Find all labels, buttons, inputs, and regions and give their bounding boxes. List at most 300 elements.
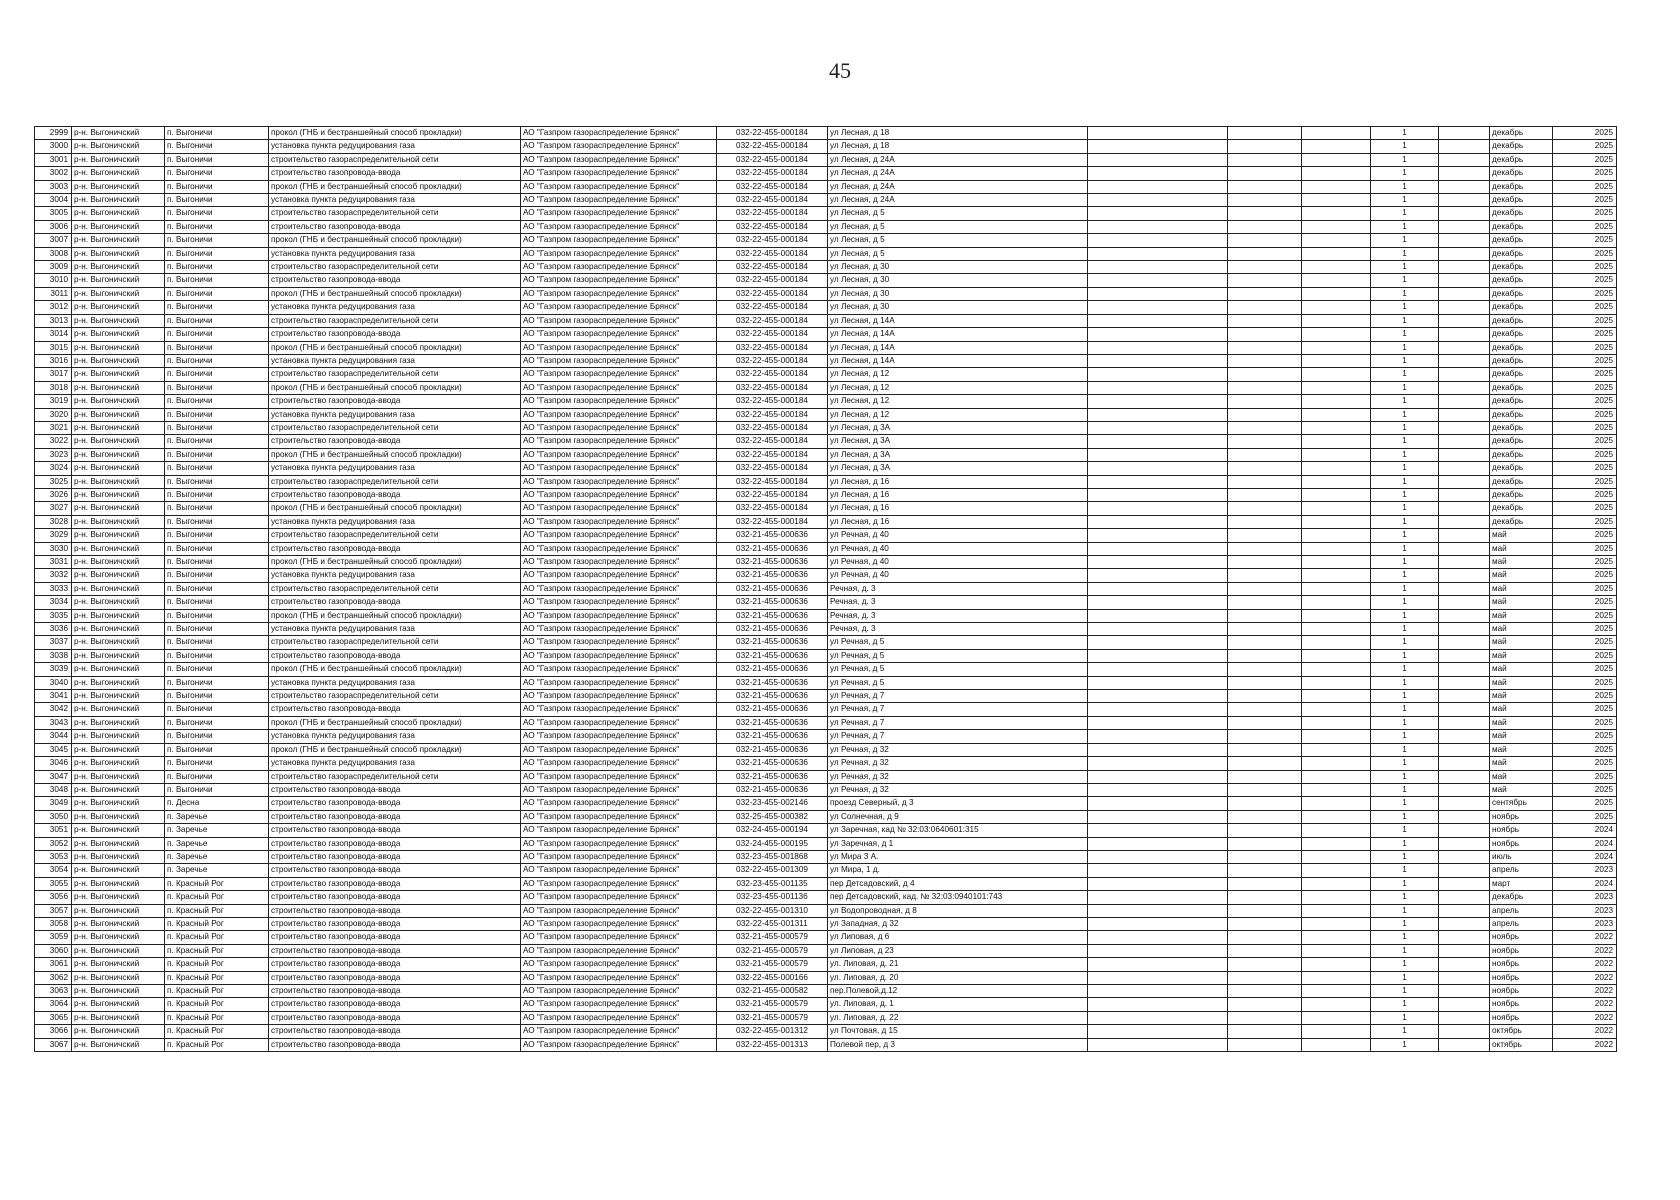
registry-number-cell: 032-22-455-000184: [717, 140, 828, 153]
district-cell: р-н. Выгоничский: [72, 140, 165, 153]
work-type-cell: строительство газопровода-ввода: [269, 167, 521, 180]
row-number: 3030: [35, 542, 72, 555]
month-cell: декабрь: [1490, 891, 1553, 904]
table-row: [35, 354, 1617, 367]
row-number: 3012: [35, 301, 72, 314]
row-number: 3060: [35, 944, 72, 957]
organization-cell: АО "Газпром газораспределение Брянск": [521, 180, 717, 193]
year-cell: 2024: [1553, 837, 1617, 850]
work-type-cell: строительство газораспределительной сети: [269, 368, 521, 381]
registry-number-cell: 032-22-455-000184: [717, 153, 828, 166]
row-number: 3066: [35, 1025, 72, 1038]
row-number: 3013: [35, 314, 72, 327]
work-type-cell: строительство газопровода-ввода: [269, 824, 521, 837]
row-number: 3004: [35, 194, 72, 207]
empty-cell: [1228, 864, 1302, 877]
district-cell: р-н. Выгоничский: [72, 247, 165, 260]
work-type-cell: прокол (ГНБ и бестраншейный способ прокладки): [269, 556, 521, 569]
organization-cell: АО "Газпром газораспределение Брянск": [521, 971, 717, 984]
registry-number-cell: 032-21-455-000636: [717, 582, 828, 595]
table-row: [35, 676, 1617, 689]
empty-cell: [1228, 314, 1302, 327]
work-type-cell: строительство газораспределительной сети: [269, 475, 521, 488]
empty-cell: [1228, 408, 1302, 421]
table-row: [35, 448, 1617, 461]
row-number: 3052: [35, 837, 72, 850]
address-cell: ул Лесная, д 14А: [828, 341, 1088, 354]
work-type-cell: строительство газопровода-ввода: [269, 864, 521, 877]
empty-cell: [1228, 971, 1302, 984]
empty-cell: [1088, 1011, 1228, 1024]
empty-cell: [1439, 408, 1490, 421]
row-number: 3054: [35, 864, 72, 877]
row-number: 3037: [35, 636, 72, 649]
empty-cell: [1088, 180, 1228, 193]
address-cell: ул Речная, д 5: [828, 676, 1088, 689]
year-cell: 2025: [1553, 220, 1617, 233]
registry-number-cell: 032-22-455-000184: [717, 475, 828, 488]
address-cell: ул Речная, д 32: [828, 770, 1088, 783]
month-cell: май: [1490, 542, 1553, 555]
address-cell: Речная, д. 3: [828, 609, 1088, 622]
address-cell: пер Детсадовский, кад. № 32:03:0940101:743: [828, 891, 1088, 904]
quantity-cell: 1: [1371, 810, 1439, 823]
empty-cell: [1302, 931, 1371, 944]
district-cell: р-н. Выгоничский: [72, 1011, 165, 1024]
empty-cell: [1228, 529, 1302, 542]
work-type-cell: строительство газопровода-ввода: [269, 274, 521, 287]
work-type-cell: строительство газопровода-ввода: [269, 542, 521, 555]
work-type-cell: строительство газопровода-ввода: [269, 1025, 521, 1038]
address-cell: Речная, д. 3: [828, 582, 1088, 595]
work-type-cell: строительство газопровода-ввода: [269, 944, 521, 957]
settlement-cell: п. Заречье: [165, 824, 269, 837]
row-number: 3063: [35, 985, 72, 998]
month-cell: декабрь: [1490, 475, 1553, 488]
empty-cell: [1228, 488, 1302, 501]
month-cell: май: [1490, 569, 1553, 582]
month-cell: декабрь: [1490, 274, 1553, 287]
address-cell: ул Мира 3 А.: [828, 850, 1088, 863]
month-cell: май: [1490, 716, 1553, 729]
month-cell: май: [1490, 690, 1553, 703]
quantity-cell: 1: [1371, 958, 1439, 971]
empty-cell: [1228, 931, 1302, 944]
address-cell: ул Речная, д 40: [828, 529, 1088, 542]
month-cell: апрель: [1490, 904, 1553, 917]
organization-cell: АО "Газпром газораспределение Брянск": [521, 1025, 717, 1038]
district-cell: р-н. Выгоничский: [72, 368, 165, 381]
empty-cell: [1302, 757, 1371, 770]
empty-cell: [1088, 797, 1228, 810]
address-cell: ул Лесная, д 14А: [828, 354, 1088, 367]
organization-cell: АО "Газпром газораспределение Брянск": [521, 301, 717, 314]
empty-cell: [1439, 690, 1490, 703]
empty-cell: [1088, 488, 1228, 501]
month-cell: декабрь: [1490, 247, 1553, 260]
table-row: [35, 274, 1617, 287]
address-cell: ул Лесная, д 3А: [828, 448, 1088, 461]
settlement-cell: п. Выгоничи: [165, 220, 269, 233]
month-cell: май: [1490, 770, 1553, 783]
registry-number-cell: 032-22-455-000184: [717, 368, 828, 381]
registry-number-cell: 032-21-455-000636: [717, 569, 828, 582]
work-type-cell: строительство газопровода-ввода: [269, 703, 521, 716]
address-cell: ул. Липовая, д. 20: [828, 971, 1088, 984]
quantity-cell: 1: [1371, 475, 1439, 488]
row-number: 3006: [35, 220, 72, 233]
district-cell: р-н. Выгоничский: [72, 220, 165, 233]
month-cell: май: [1490, 649, 1553, 662]
registry-number-cell: 032-22-455-000184: [717, 462, 828, 475]
empty-cell: [1228, 1038, 1302, 1051]
quantity-cell: 1: [1371, 609, 1439, 622]
year-cell: 2025: [1553, 127, 1617, 140]
organization-cell: АО "Газпром газораспределение Брянск": [521, 623, 717, 636]
year-cell: 2023: [1553, 864, 1617, 877]
table-row: [35, 207, 1617, 220]
row-number: 3005: [35, 207, 72, 220]
registry-number-cell: 032-23-455-002146: [717, 797, 828, 810]
year-cell: 2025: [1553, 234, 1617, 247]
empty-cell: [1088, 515, 1228, 528]
district-cell: р-н. Выгоничский: [72, 663, 165, 676]
address-cell: ул. Липовая, д. 22: [828, 1011, 1088, 1024]
district-cell: р-н. Выгоничский: [72, 850, 165, 863]
month-cell: май: [1490, 757, 1553, 770]
empty-cell: [1088, 127, 1228, 140]
quantity-cell: 1: [1371, 207, 1439, 220]
district-cell: р-н. Выгоничский: [72, 556, 165, 569]
table-row: [35, 743, 1617, 756]
organization-cell: АО "Газпром газораспределение Брянск": [521, 985, 717, 998]
empty-cell: [1439, 220, 1490, 233]
settlement-cell: п. Выгоничи: [165, 569, 269, 582]
quantity-cell: 1: [1371, 381, 1439, 394]
settlement-cell: п. Заречье: [165, 837, 269, 850]
table-row: [35, 730, 1617, 743]
organization-cell: АО "Газпром газораспределение Брянск": [521, 462, 717, 475]
district-cell: р-н. Выгоничский: [72, 730, 165, 743]
settlement-cell: п. Красный Рог: [165, 931, 269, 944]
empty-cell: [1228, 127, 1302, 140]
year-cell: 2025: [1553, 435, 1617, 448]
empty-cell: [1302, 556, 1371, 569]
empty-cell: [1439, 649, 1490, 662]
empty-cell: [1228, 328, 1302, 341]
empty-cell: [1302, 194, 1371, 207]
settlement-cell: п. Выгоничи: [165, 408, 269, 421]
month-cell: ноябрь: [1490, 998, 1553, 1011]
organization-cell: АО "Газпром газораспределение Брянск": [521, 931, 717, 944]
registry-number-cell: 032-22-455-000184: [717, 167, 828, 180]
empty-cell: [1088, 891, 1228, 904]
settlement-cell: п. Выгоничи: [165, 314, 269, 327]
empty-cell: [1228, 770, 1302, 783]
empty-cell: [1228, 207, 1302, 220]
table-row: [35, 850, 1617, 863]
empty-cell: [1439, 368, 1490, 381]
table-row: [35, 904, 1617, 917]
row-number: 3023: [35, 448, 72, 461]
month-cell: декабрь: [1490, 328, 1553, 341]
address-cell: ул Мира, 1 д.: [828, 864, 1088, 877]
empty-cell: [1439, 770, 1490, 783]
year-cell: 2025: [1553, 368, 1617, 381]
empty-cell: [1439, 676, 1490, 689]
table-row: [35, 649, 1617, 662]
empty-cell: [1302, 153, 1371, 166]
registry-number-cell: 032-22-455-000184: [717, 395, 828, 408]
empty-cell: [1088, 824, 1228, 837]
year-cell: 2025: [1553, 690, 1617, 703]
address-cell: пер.Полевой,д.12: [828, 985, 1088, 998]
empty-cell: [1439, 234, 1490, 247]
quantity-cell: 1: [1371, 730, 1439, 743]
month-cell: май: [1490, 529, 1553, 542]
empty-cell: [1439, 703, 1490, 716]
row-number: 3061: [35, 958, 72, 971]
month-cell: декабрь: [1490, 234, 1553, 247]
settlement-cell: п. Выгоничи: [165, 127, 269, 140]
empty-cell: [1088, 475, 1228, 488]
empty-cell: [1302, 958, 1371, 971]
year-cell: 2025: [1553, 274, 1617, 287]
settlement-cell: п. Выгоничи: [165, 194, 269, 207]
month-cell: ноябрь: [1490, 824, 1553, 837]
empty-cell: [1439, 958, 1490, 971]
district-cell: р-н. Выгоничский: [72, 877, 165, 890]
empty-cell: [1439, 904, 1490, 917]
registry-number-cell: 032-23-455-001868: [717, 850, 828, 863]
empty-cell: [1088, 529, 1228, 542]
organization-cell: АО "Газпром газораспределение Брянск": [521, 448, 717, 461]
empty-cell: [1439, 435, 1490, 448]
month-cell: май: [1490, 556, 1553, 569]
empty-cell: [1302, 971, 1371, 984]
empty-cell: [1439, 354, 1490, 367]
quantity-cell: 1: [1371, 421, 1439, 434]
empty-cell: [1302, 850, 1371, 863]
month-cell: май: [1490, 663, 1553, 676]
table-row: [35, 931, 1617, 944]
quantity-cell: 1: [1371, 623, 1439, 636]
organization-cell: АО "Газпром газораспределение Брянск": [521, 810, 717, 823]
empty-cell: [1439, 837, 1490, 850]
quantity-cell: 1: [1371, 542, 1439, 555]
organization-cell: АО "Газпром газораспределение Брянск": [521, 207, 717, 220]
table-row: [35, 140, 1617, 153]
empty-cell: [1439, 314, 1490, 327]
row-number: 3067: [35, 1038, 72, 1051]
table-row: [35, 167, 1617, 180]
organization-cell: АО "Газпром газораспределение Брянск": [521, 314, 717, 327]
registry-number-cell: 032-21-455-000636: [717, 529, 828, 542]
empty-cell: [1228, 649, 1302, 662]
quantity-cell: 1: [1371, 904, 1439, 917]
month-cell: декабрь: [1490, 153, 1553, 166]
address-cell: ул Лесная, д 30: [828, 301, 1088, 314]
organization-cell: АО "Газпром газораспределение Брянск": [521, 395, 717, 408]
settlement-cell: п. Выгоничи: [165, 462, 269, 475]
settlement-cell: п. Выгоничи: [165, 730, 269, 743]
empty-cell: [1302, 127, 1371, 140]
empty-cell: [1439, 341, 1490, 354]
empty-cell: [1302, 770, 1371, 783]
district-cell: р-н. Выгоничский: [72, 944, 165, 957]
year-cell: 2023: [1553, 917, 1617, 930]
empty-cell: [1228, 395, 1302, 408]
row-number: 3028: [35, 515, 72, 528]
organization-cell: АО "Газпром газораспределение Брянск": [521, 127, 717, 140]
year-cell: 2025: [1553, 301, 1617, 314]
work-type-cell: строительство газопровода-ввода: [269, 1011, 521, 1024]
empty-cell: [1439, 515, 1490, 528]
district-cell: р-н. Выгоничский: [72, 314, 165, 327]
organization-cell: АО "Газпром газораспределение Брянск": [521, 408, 717, 421]
organization-cell: АО "Газпром газораспределение Брянск": [521, 435, 717, 448]
registry-number-cell: 032-23-455-001136: [717, 891, 828, 904]
empty-cell: [1439, 917, 1490, 930]
district-cell: р-н. Выгоничский: [72, 596, 165, 609]
empty-cell: [1439, 287, 1490, 300]
registry-number-cell: 032-22-455-000184: [717, 234, 828, 247]
empty-cell: [1228, 917, 1302, 930]
quantity-cell: 1: [1371, 502, 1439, 515]
registry-number-cell: 032-23-455-001135: [717, 877, 828, 890]
quantity-cell: 1: [1371, 663, 1439, 676]
empty-cell: [1088, 448, 1228, 461]
empty-cell: [1439, 261, 1490, 274]
empty-cell: [1302, 1038, 1371, 1051]
empty-cell: [1088, 944, 1228, 957]
empty-cell: [1302, 1025, 1371, 1038]
district-cell: р-н. Выгоничский: [72, 381, 165, 394]
empty-cell: [1228, 730, 1302, 743]
empty-cell: [1439, 757, 1490, 770]
empty-cell: [1228, 287, 1302, 300]
address-cell: ул Речная, д 40: [828, 556, 1088, 569]
row-number: 2999: [35, 127, 72, 140]
empty-cell: [1228, 837, 1302, 850]
district-cell: р-н. Выгоничский: [72, 341, 165, 354]
district-cell: р-н. Выгоничский: [72, 301, 165, 314]
settlement-cell: п. Выгоничи: [165, 770, 269, 783]
row-number: 3003: [35, 180, 72, 193]
empty-cell: [1088, 368, 1228, 381]
empty-cell: [1302, 381, 1371, 394]
empty-cell: [1088, 328, 1228, 341]
district-cell: р-н. Выгоничский: [72, 636, 165, 649]
table-row: [35, 1025, 1617, 1038]
empty-cell: [1439, 623, 1490, 636]
empty-cell: [1439, 1025, 1490, 1038]
work-type-cell: строительство газопровода-ввода: [269, 783, 521, 796]
empty-cell: [1088, 341, 1228, 354]
empty-cell: [1302, 408, 1371, 421]
month-cell: декабрь: [1490, 140, 1553, 153]
organization-cell: АО "Газпром газораспределение Брянск": [521, 488, 717, 501]
address-cell: ул Лесная, д 24А: [828, 167, 1088, 180]
organization-cell: АО "Газпром газораспределение Брянск": [521, 1011, 717, 1024]
empty-cell: [1228, 998, 1302, 1011]
row-number: 3039: [35, 663, 72, 676]
empty-cell: [1088, 274, 1228, 287]
empty-cell: [1088, 301, 1228, 314]
empty-cell: [1439, 395, 1490, 408]
registry-number-cell: 032-22-455-000184: [717, 207, 828, 220]
quantity-cell: 1: [1371, 998, 1439, 1011]
registry-number-cell: 032-22-455-000184: [717, 274, 828, 287]
year-cell: 2022: [1553, 1038, 1617, 1051]
table-row: [35, 153, 1617, 166]
empty-cell: [1302, 220, 1371, 233]
registry-number-cell: 032-22-455-000184: [717, 287, 828, 300]
table-row: [35, 341, 1617, 354]
empty-cell: [1088, 837, 1228, 850]
empty-cell: [1439, 730, 1490, 743]
work-type-cell: прокол (ГНБ и бестраншейный способ прокладки): [269, 743, 521, 756]
table-row: [35, 1011, 1617, 1024]
registry-number-cell: 032-22-455-001312: [717, 1025, 828, 1038]
empty-cell: [1439, 797, 1490, 810]
registry-number-cell: 032-21-455-000579: [717, 998, 828, 1011]
quantity-cell: 1: [1371, 716, 1439, 729]
table-row: [35, 247, 1617, 260]
empty-cell: [1302, 891, 1371, 904]
empty-cell: [1302, 207, 1371, 220]
work-type-cell: строительство газопровода-ввода: [269, 931, 521, 944]
quantity-cell: 1: [1371, 850, 1439, 863]
month-cell: ноябрь: [1490, 971, 1553, 984]
district-cell: р-н. Выгоничский: [72, 810, 165, 823]
empty-cell: [1439, 824, 1490, 837]
quantity-cell: 1: [1371, 462, 1439, 475]
month-cell: ноябрь: [1490, 810, 1553, 823]
address-cell: ул Лесная, д 14А: [828, 314, 1088, 327]
quantity-cell: 1: [1371, 515, 1439, 528]
month-cell: декабрь: [1490, 381, 1553, 394]
table-row: [35, 368, 1617, 381]
empty-cell: [1228, 716, 1302, 729]
registry-number-cell: 032-21-455-000636: [717, 690, 828, 703]
district-cell: р-н. Выгоничский: [72, 502, 165, 515]
empty-cell: [1302, 730, 1371, 743]
organization-cell: АО "Газпром газораспределение Брянск": [521, 140, 717, 153]
month-cell: октябрь: [1490, 1038, 1553, 1051]
quantity-cell: 1: [1371, 676, 1439, 689]
empty-cell: [1228, 381, 1302, 394]
row-number: 3002: [35, 167, 72, 180]
work-type-cell: установка пункта редуцирования газа: [269, 408, 521, 421]
empty-cell: [1088, 542, 1228, 555]
year-cell: 2025: [1553, 488, 1617, 501]
empty-cell: [1302, 998, 1371, 1011]
table-row: [35, 703, 1617, 716]
registry-number-cell: 032-22-455-000184: [717, 247, 828, 260]
work-type-cell: установка пункта редуцирования газа: [269, 301, 521, 314]
table-row: [35, 944, 1617, 957]
work-type-cell: установка пункта редуцирования газа: [269, 194, 521, 207]
empty-cell: [1302, 797, 1371, 810]
month-cell: декабрь: [1490, 301, 1553, 314]
registry-number-cell: 032-22-455-000184: [717, 354, 828, 367]
address-cell: ул Речная, д 5: [828, 663, 1088, 676]
address-cell: ул. Липовая, д. 1: [828, 998, 1088, 1011]
table-row: [35, 194, 1617, 207]
row-number: 3022: [35, 435, 72, 448]
quantity-cell: 1: [1371, 341, 1439, 354]
